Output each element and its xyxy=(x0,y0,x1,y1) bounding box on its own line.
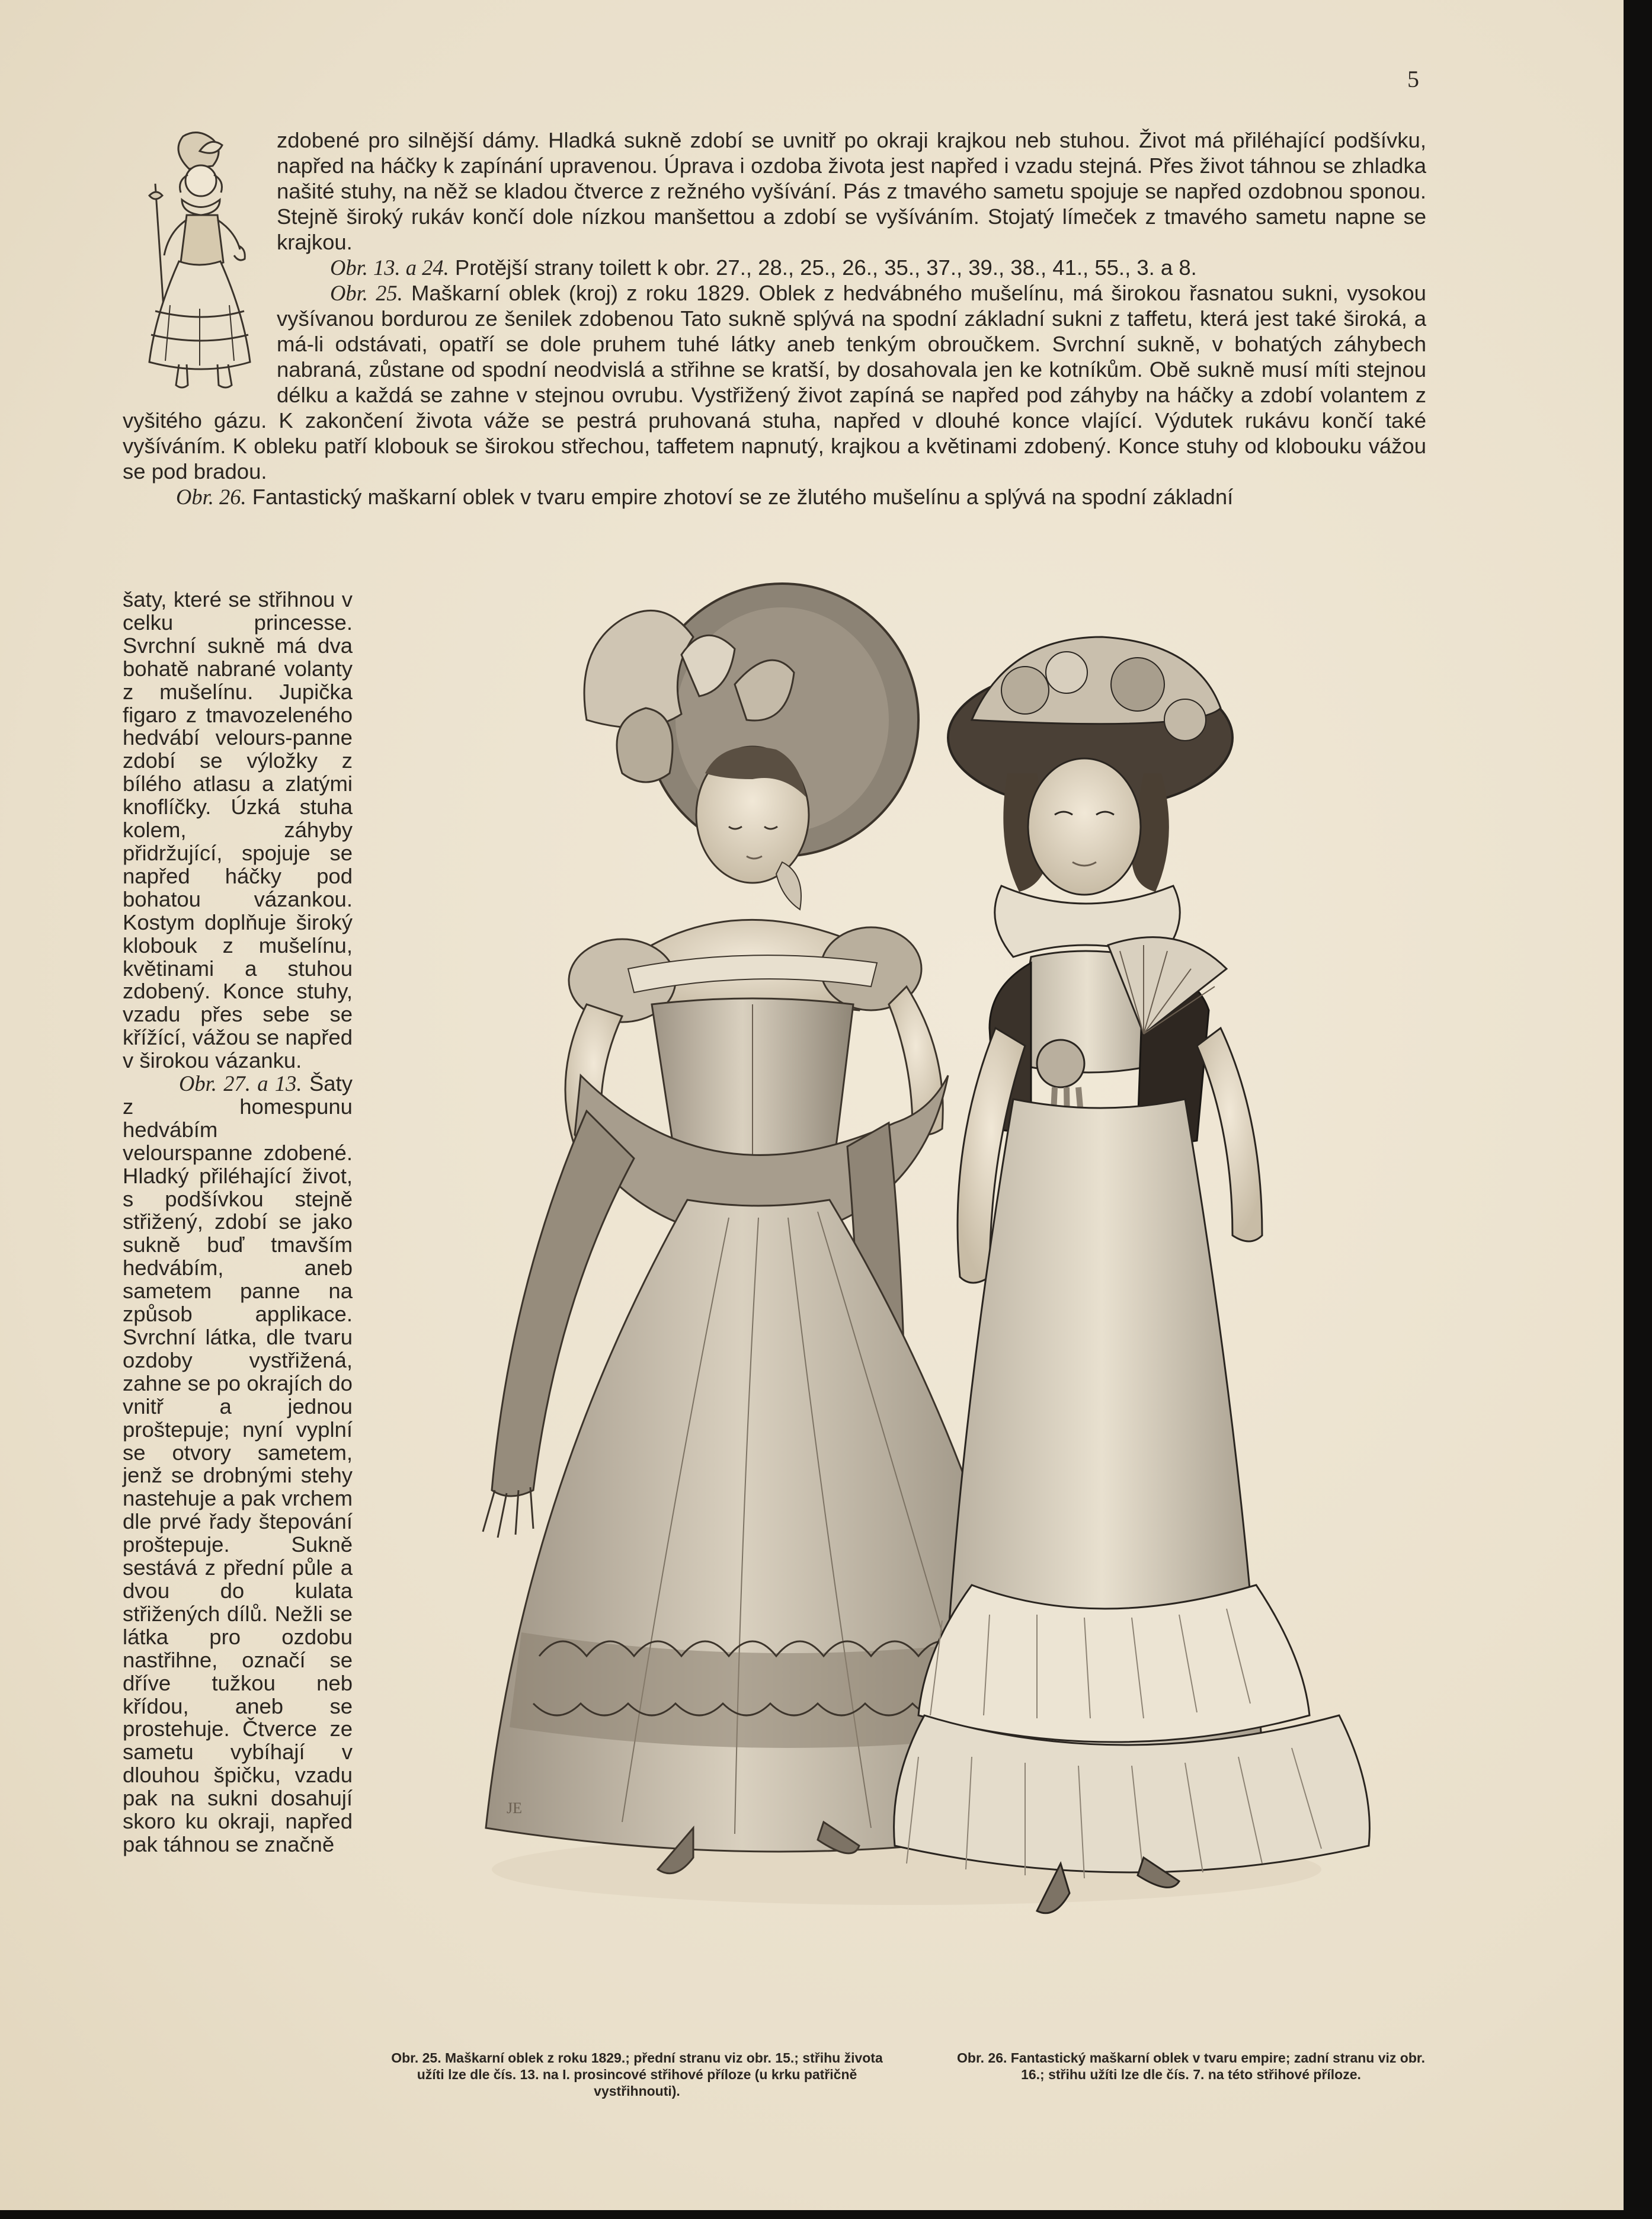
left-text-column xyxy=(123,588,353,1856)
caption-left: Obr. 25. Maškarní oblek z roku 1829.; přední stranu viz obr. 15.; střihu života užíti lze dle čís. 13. na I. prosincové střihové příloze (u krku patřičně vystřihnouti). xyxy=(391,2050,883,2099)
figure-reference: Obr. 25. xyxy=(330,281,403,305)
page-number: 5 xyxy=(1407,66,1419,92)
paragraph-text: Fantastický maškarní oblek v tvaru empire zhotoví se ze žlutého mušelínu a splývá na spodní základní xyxy=(246,485,1234,509)
paragraph xyxy=(123,484,1426,510)
top-text-block xyxy=(123,127,1426,510)
paragraph-text: Šaty z homespunu hedvábím velourspanne zdobené. Hladký přiléhající život, s podšívkou stejně střižený, zdobí se jako sukně buď tmavším hedvábím, aneb sametem panne na způsob applikace. Svrchní látka, dle tvaru ozdoby vystřižená, zahne se po okrajích do vnitř a jednou proštepuje; nyní vyplní se otvory sametem, jenž se drobnými stehy nastehuje a pak vrchem dle prvé řady štepování proštepuje. Sukně sestává z přední půle a dvou do kulata střižených dílů. Nežli se látka pro ozdobu nastřihne, označí se dříve tužkou neb křídou, aneb se prostehuje. Čtverce ze sametu vybíhají v dlouhou špičku, vzadu pak na sukni dosahují skoro ku okraji, napřed pak táhnou se značně xyxy=(123,1071,353,1856)
paragraph xyxy=(123,280,1426,484)
paragraph-text: Maškarní oblek (kroj) z roku 1829. Oblek z hedvábného mušelínu, má širokou řasnatou sukni, vysokou vyšívanou bordurou ze šenilek zdobenou Tato sukně splývá na spodní základní sukni z taffetu, která jest také široká, a má-li odstávati, opatří se dole pruhem tuhé látky aneb tenkým obroučkem. Svrchní sukně, v bohatých záhybech nabraná, zůstane od spodní neodvislá a střihne se kratší, by dosahovala jen ke kotníkům. Obě sukně musí míti stejnou délku a každá se zahne v stejnou ovrubu. Vystřižený život zapíná se napřed pod záhyby na háčky a zdobí volantem z vyšitého gázu. K zakončení života váže se pestrá pruhovaná stuha, napřed v dlouhé konce vlající. Výdutek rukávu končí také vyšíváním. K obleku patří klobouk se širokou střechou, taffetem napnutý, krajkou a květinami zdobený. Konce stuhy od klobouku vážou se pod bradou. xyxy=(123,281,1426,483)
figure-reference: Obr. 26. xyxy=(176,485,246,509)
paragraph: zdobené pro silnější dámy. Hladká sukně zdobí se uvnitř po okraji krajkou neb stuhou. Život má přiléhající podšívku, napřed na háčky k zapínání upravenou. Úprava i ozdoba života jest napřed i vzadu stejná. Přes život táhnou se zhladka našité stuhy, na něž se kladou čtverce z režného vyšívání. Pás z tmavého sametu spojuje se napřed ozdobnou sponou. Stejně široký rukáv končí dole nízkou manšettou a zdobí se vyšíváním. Stojatý límeček z tmavého sametu napne se krajkou. xyxy=(277,128,1426,254)
caption-right: Obr. 26. Fantastický maškarní oblek v tvaru empire; zadní stranu viz obr. 16.; střihu užíti lze dle čís. 7. na této střihové příloze. xyxy=(957,2050,1425,2082)
illustration-signature: JE xyxy=(507,1799,522,1817)
paragraph: šaty, které se střihnou v celku princesse. Svrchní sukně má dva bohatě nabrané volanty z mušelínu. Jupička figaro z tmavozeleného hedvábí velours-panne zdobí se výložky z bílého atlasu a zlatými knoflíčky. Úzká stuha kolem, záhyby přidržující, spojuje se napřed háčky pod bohatou vázankou. Kostym doplňuje široký klobouk z mušelínu, květinami a stuhou zdobený. Konce stuhy, vzadu přes sebe se křížící, vážou se napřed v širokou vázanku. xyxy=(123,587,353,1073)
paragraph xyxy=(123,1072,353,1856)
scan-edge-right xyxy=(1624,0,1652,2219)
fashion-illustration xyxy=(373,578,1446,2012)
right-figure xyxy=(894,637,1370,1913)
figure-reference: Obr. 13. a 24. xyxy=(330,255,449,280)
paragraph-text: Protější strany toilett k obr. 27., 28., 25., 26., 35., 37., 39., 38., 41., 55., 3. a 8. xyxy=(449,255,1197,280)
vignette-illustration xyxy=(123,127,277,393)
figure-reference: Obr. 27. a 13. xyxy=(179,1071,302,1096)
scan-edge-bottom xyxy=(0,2210,1652,2219)
paragraph xyxy=(123,255,1426,280)
